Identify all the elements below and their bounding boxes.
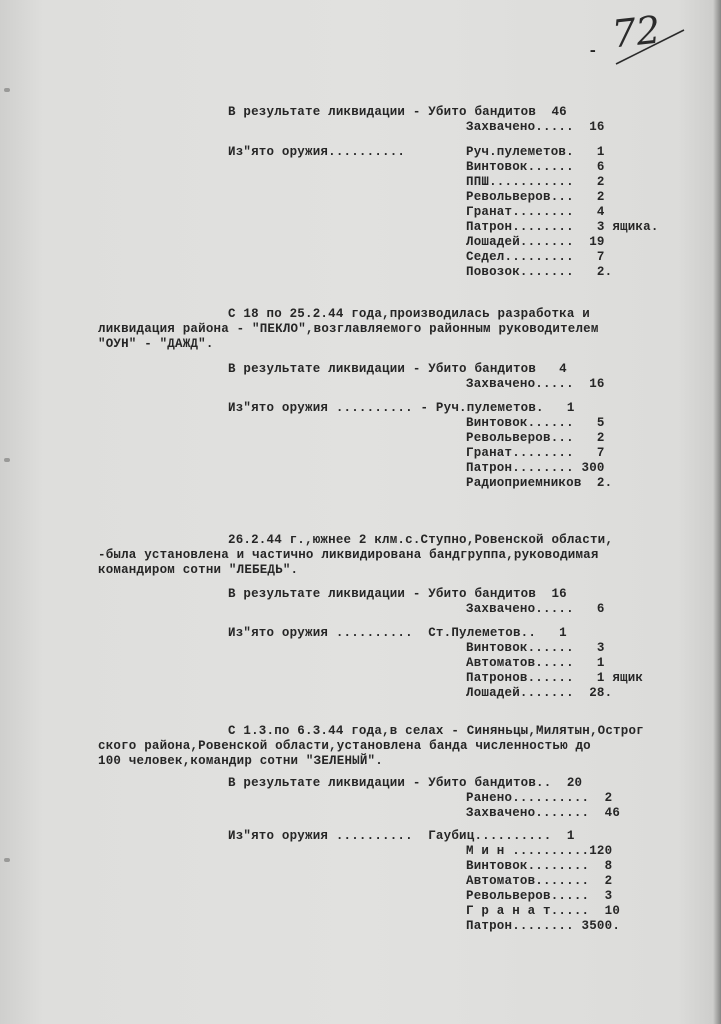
text-line: Автоматов....... 2	[466, 874, 613, 888]
text-line: Патронов...... 1 ящик	[466, 671, 644, 685]
text-line: Захвачено..... 16	[466, 377, 605, 391]
text-line: Патрон........ 3500.	[466, 919, 621, 933]
text-line: ликвидация района - "ПЕКЛО",возглавляемого районным руководителем	[98, 322, 599, 336]
text-line: Винтовок...... 3	[466, 641, 605, 655]
text-line: М и н ..........120	[466, 844, 613, 858]
text-line: Гранат........ 7	[466, 446, 605, 460]
text-line: Руч.пулеметов. 1	[466, 145, 605, 159]
handwritten-underline-icon	[588, 8, 688, 68]
text-line: Винтовок...... 6	[466, 160, 605, 174]
text-line: В результате ликвидации - Убито бандитов 4	[228, 362, 567, 376]
binding-hole	[4, 88, 10, 92]
text-line: Из"ято оружия .......... Гаубиц.......... 1	[228, 829, 575, 843]
text-line: Винтовок...... 5	[466, 416, 605, 430]
text-line: Захвачено..... 16	[466, 120, 605, 134]
binding-hole	[4, 458, 10, 462]
text-line: Повозок....... 2.	[466, 265, 613, 279]
text-line: Автоматов..... 1	[466, 656, 605, 670]
text-line: Г р а н а т..... 10	[466, 904, 621, 918]
text-line: Седел......... 7	[466, 250, 605, 264]
text-line: В результате ликвидации - Убито бандитов.. 20	[228, 776, 583, 790]
text-line: Из"ято оружия .......... - Руч.пулеметов. 1	[228, 401, 575, 415]
text-line: Револьверов..... 3	[466, 889, 613, 903]
text-line: Захвачено....... 46	[466, 806, 621, 820]
text-line: "ОУН" - "ДАЖД".	[98, 337, 214, 351]
text-line: Лошадей....... 28.	[466, 686, 613, 700]
text-line: Винтовок........ 8	[466, 859, 613, 873]
text-line: Лошадей....... 19	[466, 235, 605, 249]
page-number-stamp	[588, 8, 688, 68]
text-line: 26.2.44 г.,южнее 2 клм.с.Ступно,Ровенской области,	[228, 533, 614, 547]
text-line: С 18 по 25.2.44 года,производилась разработка и	[228, 307, 590, 321]
text-line: командиром сотни "ЛЕБЕДЬ".	[98, 563, 299, 577]
text-line: В результате ликвидации - Убито бандитов 46	[228, 105, 567, 119]
page-number-prefix: -	[588, 42, 598, 60]
text-line: Радиоприемников 2.	[466, 476, 613, 490]
text-line: Револьверов... 2	[466, 431, 605, 445]
text-line: Гранат........ 4	[466, 205, 605, 219]
text-line: -была установлена и частично ликвидирована бандгруппа,руководимая	[98, 548, 599, 562]
text-line: 100 человек,командир сотни "ЗЕЛЕНЫЙ".	[98, 754, 383, 768]
text-line: Из"ято оружия .......... Ст.Пулеметов.. 1	[228, 626, 567, 640]
binding-hole	[4, 858, 10, 862]
text-line: Из"ято оружия..........	[228, 145, 406, 159]
text-line: Ранено.......... 2	[466, 791, 613, 805]
text-line: Патрон........ 300	[466, 461, 605, 475]
text-line: Захвачено..... 6	[466, 602, 605, 616]
text-line: С 1.3.по 6.3.44 года,в селах - Синяньцы,Милятын,Острог	[228, 724, 644, 738]
text-line: ского района,Ровенской области,установлена банда численностью до	[98, 739, 591, 753]
page-number: 72	[609, 7, 663, 57]
text-line: Патрон........ 3 ящика.	[466, 220, 659, 234]
text-line: В результате ликвидации - Убито бандитов 16	[228, 587, 567, 601]
text-line: ППШ........... 2	[466, 175, 605, 189]
text-line: Револьверов... 2	[466, 190, 605, 204]
